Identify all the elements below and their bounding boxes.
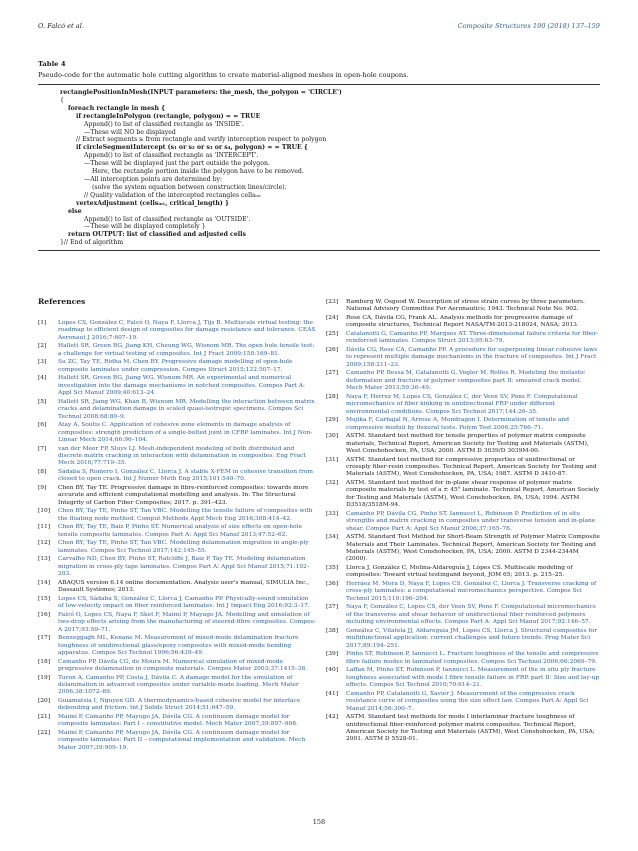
reference-item	[38, 730, 316, 752]
reference-item	[38, 359, 316, 374]
reference-item	[326, 347, 600, 369]
reference-item	[38, 714, 316, 729]
reference-item	[326, 581, 600, 603]
reference-number: [5]	[38, 398, 47, 405]
algorithm-line: —These will be displayed completely }	[84, 223, 206, 231]
reference-link[interactable]: Falcó O, Lopes CS, Naya F, Sket F, Maimí P, Mayugo JA. Modelling and simulation of two-drop effects arising from the manufacturing of steered-fibre composites. Compos: A 2017;93:59–71.	[58, 611, 316, 633]
reference-link[interactable]: Turon A, Camanho PP, Costa J, Dávila C. A damage model for the simulation of delamination in advanced composites under variable-mode loading. Mech Mater 2006;38:1072–89.	[58, 674, 299, 696]
reference-number: [31]	[326, 456, 339, 463]
reference-item	[326, 433, 600, 455]
reference-number: [36]	[326, 581, 339, 588]
reference-link[interactable]: Naya F, Herrez M, Lopes CS, González C, der Veen SV, Pons F. Computational micromechanics of fiber kinking in unidirectional FRP under different environmental conditions. Compos Sci Technol 2017;144:26–35.	[346, 393, 578, 415]
algorithm-line: —These will be displayed just the part outside the polygon.	[84, 160, 270, 168]
reference-number: [11]	[38, 524, 51, 531]
reference-item	[38, 320, 316, 342]
reference-link[interactable]: Chen BY, Tay TE, Baiz P, Pinho ST. Numerical analysis of size effects on open-hole tensile composite laminates. Compos Part A: Appl Sci Manuf 2013;47:52–62.	[58, 524, 302, 538]
reference-text: Chen BY, Tay TE. Progressive damage in fibre-reinforced composites: towards more accurate and efficient computational modelling and analysis. In: The Structural Integrity of Carbon Fiber Composites; 2017. p. 391–423.	[58, 485, 309, 506]
header-journal-link[interactable]: Composite Structures 190 (2018) 137–159	[457, 22, 600, 30]
reference-number: [28]	[326, 393, 339, 400]
reference-item	[38, 469, 316, 484]
header-authors: O. Falcó et al.	[38, 22, 84, 30]
algorithm-line: (solve the system equation between construction lines/circle).	[92, 183, 287, 191]
reference-item	[38, 556, 316, 578]
algorithm-line: {	[60, 96, 64, 104]
reference-item	[38, 612, 316, 634]
reference-number: [38]	[326, 627, 339, 634]
reference-number: [29]	[326, 417, 339, 424]
reference-item	[38, 508, 316, 523]
reference-item	[38, 485, 316, 507]
reference-item	[38, 698, 316, 713]
table-caption: Pseudo-code for the automatic hole cutting algorithm to create material-aligned meshes in open-hole coupons.	[38, 71, 409, 79]
reference-item	[326, 565, 600, 580]
reference-link[interactable]: Pinho ST, Robinson P, Iannucci L. Fracture toughness of the tensile and compressive fibre failure modes in laminated composites. Compos Sci Technol 2006;66:2069–79.	[346, 651, 599, 665]
reference-link[interactable]: Atay A, Soutis C. Application of cohesive zone elements in damage analysis of composites: strength prediction of a single-bolted joint in CFRP laminates. Int J Non-Linear Mech 2014;66:96–104.	[58, 422, 313, 444]
reference-link[interactable]: Benzeggagh ML, Kenane M. Measurement of mixed-mode delamination fracture toughness of unidirectional glass/epoxy composites with mixed-mode bending apparatus. Compos Sci Technol 1996;56:439–49.	[58, 635, 299, 657]
reference-item	[326, 511, 600, 533]
reference-item	[326, 480, 600, 510]
algorithm-pseudocode	[38, 85, 600, 247]
reference-text: Ramberg W, Osgood W. Description of stress strain curves by three parameters. National Advisory Committee For Aeronautics; 1943. Technical Note No. 902.	[346, 299, 585, 313]
reference-item	[326, 370, 600, 392]
reference-link[interactable]: van der Meer FP, Sluys LJ. Mesh-independent modeling of both distributed and discrete matrix cracking in interaction with delamination in composites. Eng Fract Mech 2010;77:719–35.	[58, 445, 306, 467]
reference-item	[326, 331, 600, 346]
reference-item	[326, 651, 600, 666]
algorithm-line: Append() to list of classified rectangle as 'OUTSIDE'.	[84, 215, 251, 223]
page-number: 158	[312, 818, 326, 826]
reference-item	[326, 714, 600, 744]
reference-link[interactable]: González C, Vilatela JJ, Aldareguia JM, Lopes CS, Llorca J. Structural composites for multifunctional application: current challenges and future trends. Prog Mater Sci 2017;89:194–251.	[346, 627, 598, 649]
algorithm-line: foreach rectangle in mesh {	[68, 104, 166, 112]
reference-number: [12]	[38, 540, 51, 547]
reference-number: [21]	[38, 714, 51, 721]
reference-number: [25]	[326, 331, 339, 337]
reference-item	[38, 399, 316, 421]
reference-item	[326, 315, 600, 330]
reference-number: [15]	[38, 595, 51, 602]
reference-link[interactable]: Guiamatsia I, Nguyen GD. A thermodynamics-based cohesive model for interface debonding and friction. Int J Solids Struct 2014;51:647–59.	[58, 698, 301, 712]
reference-number: [8]	[38, 469, 47, 476]
reference-link[interactable]: Naya F, González C, Lopes CS, der Veen SV, Pons F. Computational micromechanics of the transverse and shear behavior of unidirectional fiber reinforced polymers including environmental effects. Compos Part A: Appl Sci Manuf 2017;92:146–57.	[346, 604, 596, 626]
reference-item	[38, 343, 316, 358]
reference-number: [40]	[326, 667, 339, 674]
algorithm-line: vertexAdjustment (cellsᵢₙₜ, critical_length) }	[76, 199, 229, 207]
reference-item	[38, 524, 316, 539]
reference-number: [17]	[38, 635, 51, 642]
reference-number: [32]	[326, 480, 339, 487]
reference-number: [30]	[326, 433, 339, 440]
reference-number: [19]	[38, 674, 51, 681]
reference-number: [9]	[38, 485, 47, 492]
reference-text: ASTM. Standard test method for in-plane shear response of polymer matrix composite materials by test of a ± 45° laminate. Technical Report, American Society for Testing and Materials (ASTM), West Conshohocken, PA, USA; 1994. ASTM D3518/3518M-94.	[346, 480, 600, 509]
reference-item	[326, 534, 600, 564]
algorithm-line: return OUTPUT: list of classified and adjusted cells	[68, 231, 246, 239]
reference-number: [16]	[38, 611, 51, 618]
reference-text: ASTM. Standard Test Method for Short-Beam Strength of Polymer Matrix Composite Materials and Their Laminates. Technical Report, American Society for Testing and Materials (ASTM), West Conshohocken, PA, USA; 2000. ASTM D 2344-2344M (2000).	[346, 534, 600, 563]
reference-number: [2]	[38, 343, 47, 350]
reference-link[interactable]: Laffan M, Pinho ST, Robinson P, Iannucci L. Measurement of the in situ ply fracture toughness associated with mode I fibre tensile failure in FRP. part II: Size and lay-up effects. Compos Sci Technol 2010;70:614–21.	[346, 667, 600, 689]
reference-link[interactable]: Herráez M, Mora D, Naya F, Lopes CS, González C, Llorca J. Transverse cracking of cross-ply laminates: a computational micromechanics perspective. Compos Sci Technol 2015;110:196–204.	[346, 581, 597, 602]
reference-link[interactable]: Lopes CS, González C, Falcó O, Naya F, Llorca J, Tijs B. Multiscale virtual testing: the roadmap to efficient design of composites for damage resistance and tolerance. CEAS Aeronaut J 2016;7:607–19.	[58, 320, 316, 341]
references-left-column	[38, 320, 316, 753]
reference-text: Llorca J, González C, Molina-Aldareguía J, Lópes CS. Multiscale modeling of composites: Toward virtual testingand beyond, JOM 65; 2013. p. 215–25.	[346, 565, 573, 579]
reference-number: [37]	[326, 604, 339, 611]
reference-number: [1]	[38, 320, 47, 326]
reference-item	[326, 457, 600, 479]
reference-number: [34]	[326, 534, 339, 541]
reference-link[interactable]: Hallett SR, Green BG, Jiang KH, Cheung WG, Wisnom MR. The open hole tensile test: a challenge for virtual testing of composites. Int J Fract 2009;158:169–81.	[58, 343, 315, 357]
reference-item	[38, 596, 316, 611]
reference-item	[326, 667, 600, 689]
reference-number: [7]	[38, 445, 47, 452]
reference-link[interactable]: Hallett SR, Green BG, Jiang WG, Wisnom MR. An experimental and numerical investigation into the damage mechanisms in notched composites. Compos Part A: Appl Sci Manuf 2009;40:613–24.	[58, 375, 305, 397]
reference-number: [27]	[326, 370, 339, 377]
algorithm-line: // Extract segments sᵢ from rectangle and verify interception respect to polygon	[76, 136, 327, 144]
reference-number: [23]	[326, 299, 339, 305]
algorithm-line: }// End of algorithm	[60, 239, 124, 247]
reference-link[interactable]: Maimí P, Camanho PP, Mayugo JA, Dávila CG. A continuum damage model for composite laminates: Part I – constitutive model. Mech Mater 2007;39:897–908.	[58, 714, 298, 728]
reference-number: [3]	[38, 359, 47, 366]
reference-link[interactable]: Dávila CG, Rose CA, Camanho PP. A procedure for superposing linear cohesive laws to represent multiple damage mechanisms in the fracture of composites. Int J Fract 2009;158:211–23.	[346, 347, 598, 368]
reference-number: [13]	[38, 556, 51, 563]
reference-number: [18]	[38, 658, 51, 665]
algorithm-line: else	[68, 207, 82, 215]
table-4	[38, 60, 600, 251]
reference-link[interactable]: Su ZC, Tay TE, Ridha M, Chen BY. Progressive damage modelling of open-hole composite laminates under compression. Compos Struct 2015;122:507–17.	[58, 359, 293, 373]
reference-link[interactable]: Chen BY, Tay TE, Pinho ST, Tan VBC. Modelling delamination migration in angle-ply laminates. Compos Sci Technol 2017;142:145–55.	[58, 540, 309, 554]
reference-number: [10]	[38, 508, 51, 515]
reference-link[interactable]: Sádaba S, Romero I, González C, Llorca J. A stable X-FEM in cohesive transition from closed to open crack. Int J Numer Meth Eng 2015;101:540–70.	[58, 469, 314, 483]
reference-link[interactable]: Camanho PP, Bessa M, Catalanotti G, Vogler M, Rolfes R. Modeling the inelastic deformation and fracture of polymer composites part II: smeared crack model. Mech Mater 2013;59:36–49.	[346, 370, 586, 392]
algorithm-line: // Quality validation of the intercepted rectangles cellsᵢₙₜ	[84, 191, 261, 199]
algorithm-line: if rectangleInPolygon (rectangle, polygon) = = TRUE	[76, 112, 261, 120]
algorithm-line: Here, the rectangle portion inside the polygon have to be removed.	[92, 168, 304, 176]
reference-text: ASTM. Standard test method for tensile properties of polymer matrix composite materials, Technical Report, American Society for Testing and Materials (ASTM), West Conshohocken, PA, USA; 2000. ASTM D 3039/D 3039M-00.	[346, 433, 589, 455]
reference-link[interactable]: Chen BY, Tay TE, Pinho ST, Tan VBC. Modelling the tensile failure of composites with the floating node method. Comput Methods Appl Mech Eng 2016;308:414–42.	[58, 508, 313, 522]
algorithm-line: —These will NO be displayed	[84, 128, 176, 136]
algorithm-line: —All interception points are determined by:	[84, 175, 223, 183]
reference-item	[38, 375, 316, 397]
reference-link[interactable]: Lopes CS, Sádaba S, González C, Llorca J, Camanho PP. Physically-sound simulation of low-velocity impact on fiber reinforced laminates. Int J Impact Eng 2016;92:3–17.	[58, 595, 310, 610]
reference-number: [6]	[38, 422, 47, 429]
reference-item	[38, 422, 316, 444]
reference-text: ASTM. Standard test methods for mode I interlaminar fracture toughness of unidirectional fiber-reinforced polymer matrix composites. Technical Report, American Society for Testing and Materials (ASTM), West Conshohocken, PA, USA; 2001. ASTM D 5528-01.	[346, 714, 595, 743]
algorithm-line: Append() to list of classified rectangle as 'INTERCEPT'.	[84, 152, 259, 160]
reference-number: [35]	[326, 565, 339, 572]
reference-link[interactable]: Camanho PP, Catalanotti G, Xavier J. Measurement of the compressive crack resistance curve of composites using the size effect law. Compos Part A: Appl Sci Manuf 2014;56:300–7.	[346, 690, 589, 712]
reference-number: [39]	[326, 651, 339, 658]
reference-text: ABAQUS version 6.14 online documentation. Analysis user's manual, SIMULIA Inc., Dassault Systèmes; 2013.	[58, 579, 309, 594]
reference-item	[326, 604, 600, 626]
reference-link[interactable]: Carvalho ND, Chen BY, Pinho ST, Ratcliffe J, Baiz P, Tay TE. Modeling delamination migration in cross-ply tape laminates. Compos Part A: Appl Sci Manuf 2015;71:192–203.	[58, 556, 310, 578]
reference-number: [26]	[326, 347, 339, 353]
reference-number: [22]	[38, 730, 51, 737]
algorithm-line: rectanglePositionInMesh(INPUT parameters: the_mesh, the_polygon = 'CIRCLE')	[60, 89, 342, 96]
reference-text: Rose CA, Dávila CG, Frank AL. Analysis methods for progressive damage of composite structures, Technical Report NASA/TM-2013-218024, NASA; 2013.	[346, 315, 579, 329]
reference-number: [14]	[38, 579, 51, 586]
algorithm-line: Append() to list of classified rectangle as 'INSIDE'.	[84, 120, 244, 128]
algorithm-line: if circleSegmentIntercept (s₁ or s₂ or s₃ or s₄, polygon) = = TRUE {	[76, 144, 308, 152]
reference-number: [33]	[326, 510, 339, 517]
reference-link[interactable]: Camanho PP, Dávila CG, Pinho ST, Iannucci L, Robinson P. Prediction of in situ strengths and matrix cracking in composites under transverse tension and in-plane shear. Compos Part A: Appl Sci Manuf 2006;37:165–76.	[346, 510, 596, 532]
reference-item	[38, 675, 316, 697]
reference-number: [42]	[326, 714, 339, 721]
reference-number: [41]	[326, 690, 339, 697]
reference-item	[38, 659, 316, 674]
reference-item	[38, 540, 316, 555]
reference-item	[38, 580, 316, 595]
references-heading: References	[38, 297, 86, 306]
table-label: Table 4	[38, 60, 66, 68]
reference-link[interactable]: Camanho PP, Dávila CG, de Moura M. Numerical simulation of mixed-mode progressive delamination in composite materials. Compos Mater 2003;37:1415–38.	[58, 658, 308, 673]
reference-link[interactable]: Hallett SR, Jiang WG, Khan B, Wisnom MR. Modelling the interaction between matrix cracks and delamination damage in scaled quasi-isotropic specimens. Compos Sci Technol 2008;68:80–9.	[58, 398, 315, 420]
reference-item	[326, 299, 600, 314]
reference-link[interactable]: Mujika F, Carbajal N, Arrese A, Mondragon I. Determination of tensile and compressive moduli by flexural tests. Polym Test 2006;25:766–71.	[346, 417, 570, 431]
reference-text: ASTM. Standard test method for compressive properties of unidirectional or crossply fiber-resin composites. Technical Report, American Society for Testing and Materials (ASTM), West Conshohocken, PA, USA; 1987. ASTM D 3410-87.	[346, 456, 597, 478]
reference-number: [4]	[38, 375, 47, 382]
reference-item	[38, 446, 316, 468]
reference-item	[326, 628, 600, 650]
reference-item	[326, 691, 600, 713]
reference-link[interactable]: Catalanotti G, Camanho PP, Marques AT. Three-dimensional failure criteria for fiber-reinforced laminates. Compos Struct 2013;95:63–79.	[346, 331, 599, 345]
reference-item	[326, 394, 600, 416]
references-right-column	[326, 299, 600, 745]
reference-item	[38, 635, 316, 657]
reference-link[interactable]: Maimí P, Camanho PP, Mayugo JA, Dávila CG. A continuum damage model for composite laminates: Part II – computational implementation and validation. Mech Mater 2007;39:909–19.	[58, 730, 306, 751]
reference-item	[326, 417, 600, 432]
reference-number: [20]	[38, 698, 51, 705]
running-header	[38, 22, 600, 34]
reference-number: [24]	[326, 315, 339, 321]
table-bottom-rule	[38, 250, 600, 251]
